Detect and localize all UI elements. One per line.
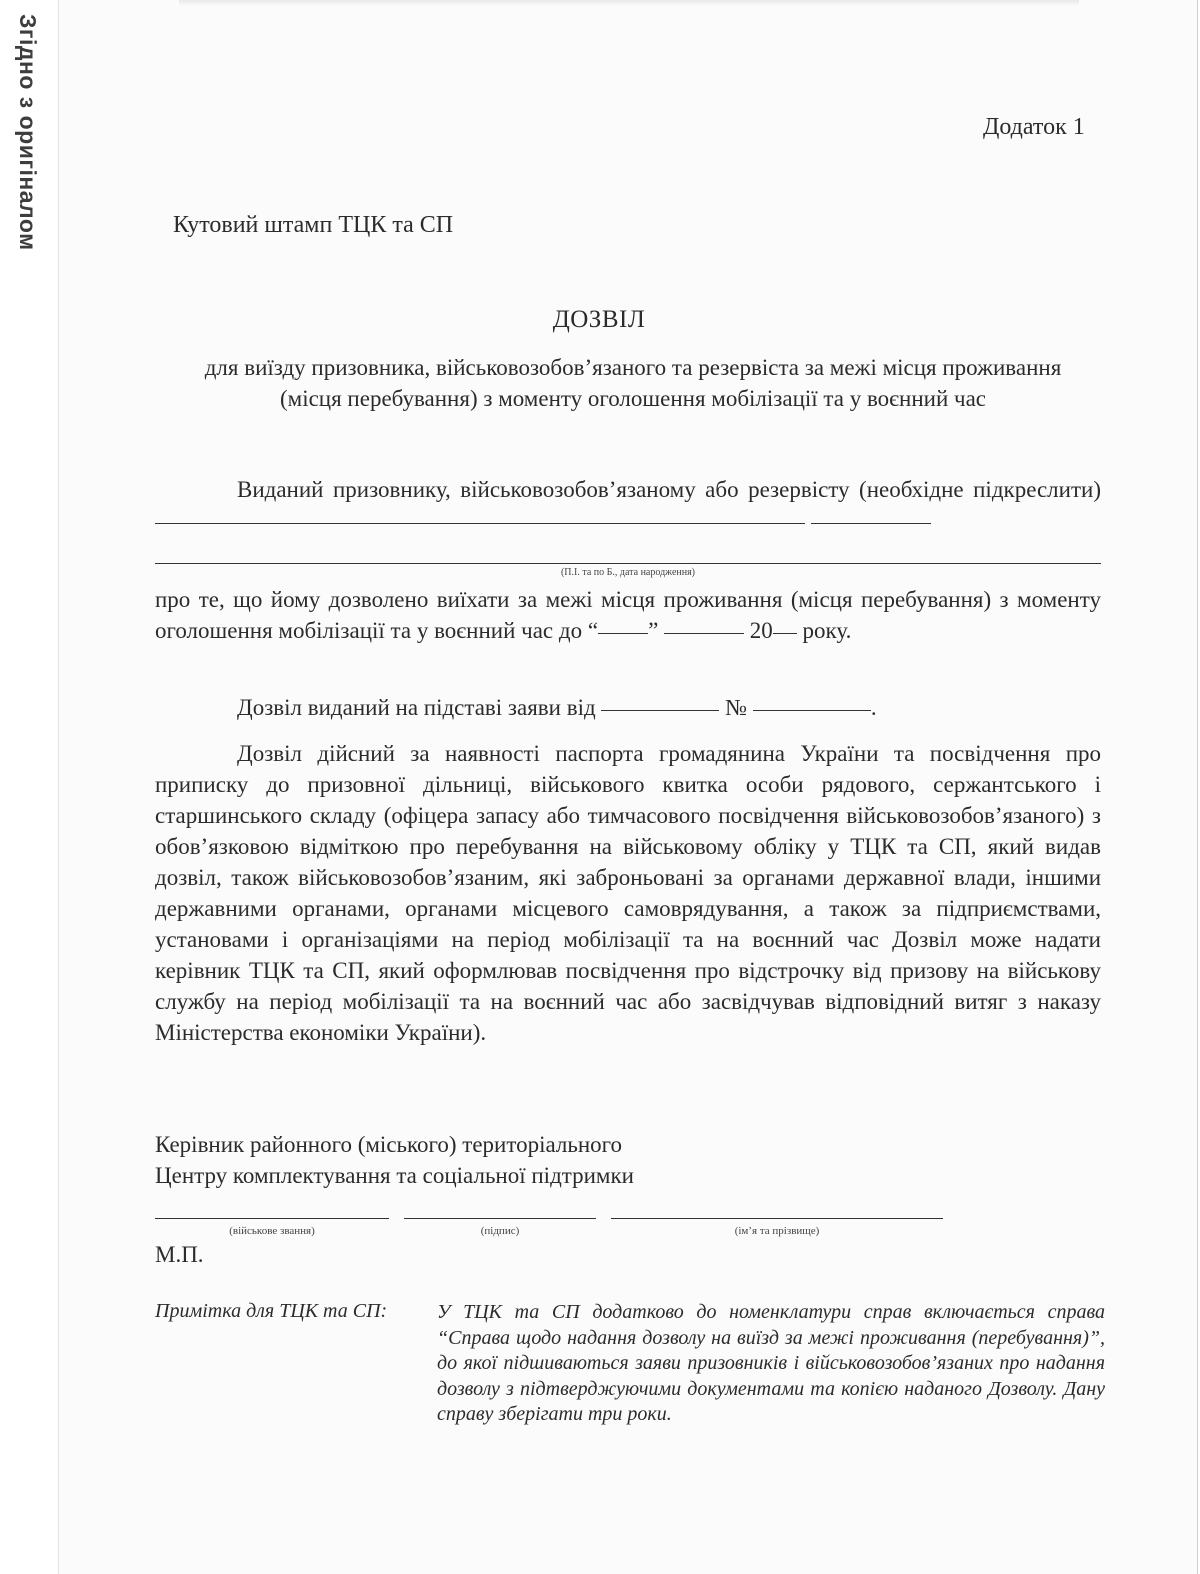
sign-caption: (підпис) <box>480 1225 520 1237</box>
name-blank-line <box>155 522 805 524</box>
note-text: У ТЦК та СП додатково до номенклатури справ включається справа “Справа щодо надання дозволу на виїзд за межі проживання (перебування)”, до якої підшиваються заяви призовників і військовозобов’язаних про надання дозволу з підтверджуючими документами та копією наданого Дозволу. Дану справу зберігати три роки. <box>437 1301 1105 1425</box>
rank-signature-line <box>155 1218 389 1219</box>
left-margin <box>0 0 58 1574</box>
name-blank-line-full <box>155 563 1101 564</box>
date-blank <box>601 709 719 711</box>
scan-edge <box>179 0 1079 6</box>
document-title: ДОЗВІЛ <box>552 306 646 333</box>
head-title-line-2: Центру комплектування та соціальної підтримки <box>155 1163 634 1188</box>
year-suffix: року. <box>802 618 852 643</box>
note-label: Примітка для ТЦК та СП: <box>155 1300 388 1322</box>
validity-paragraph: Дозвіл дійсний за наявності паспорта громадянина України та посвідчення про приписку до призовної дільниці, військового квитка особи рядового, сержантського і старшинського складу (офіцера запасу або тимчасового посвідчення військовозобов’язаного) з обов’язковою відміткою про перебування на військовому обліку у ТЦК та СП, який видав дозвіл, також військовозобов’язаним, які заброньовані за органами державної влади, іншими державними органами, органами місцевого самоврядування, а також за підприємствами, установами і організаціями на період мобілізації та на воєнний час Дозвіл може надати керівник ТЦК та СП, який оформлював посвідчення про відстрочку від призову на військову службу на період мобілізації та на воєнний час або засвідчував відповідний витяг з наказу Міністерства економіки України). <box>155 741 1101 1045</box>
document-page <box>58 0 1198 1574</box>
head-title-line-1: Керівник районного (міського) територіального <box>155 1132 623 1157</box>
basis-end: . <box>870 695 877 720</box>
basis-paragraph <box>155 692 1101 723</box>
name-caption: (П.І. та по Б., дата народження) <box>560 567 696 578</box>
until-prefix: до “ <box>558 618 599 643</box>
issued-to-text: Виданий призовнику, військовозобов’язаному або резервісту (необхідне підкреслити) <box>237 477 1101 502</box>
year-prefix: 20 <box>749 618 773 643</box>
document-subtitle: для виїзду призовника, військовозобов’язаного та резервіста за межі місця проживання (місця перебування) з моменту оголошення мобілізації та у воєнний час <box>204 355 1062 411</box>
issued-to-paragraph <box>155 474 1101 536</box>
annex-label: Додаток 1 <box>983 114 1085 140</box>
month-blank <box>664 632 744 634</box>
name-signature-line <box>611 1218 943 1219</box>
basis-text: Дозвіл виданий на підставі заяви від <box>237 695 596 720</box>
year-blank <box>773 632 797 634</box>
number-blank <box>753 709 871 711</box>
seal-place: М.П. <box>155 1242 204 1267</box>
certified-copy-stamp: Згідно з оригіналом <box>15 14 41 251</box>
number-sign: № <box>725 695 748 720</box>
until-mid: ” <box>648 618 659 643</box>
permission-text: про те, що йому дозволено виїхати за межі місця проживання (місця перебування) з моменту оголошення мобілізації та у воєнний час <box>155 587 1101 643</box>
sign-signature-line <box>404 1218 596 1219</box>
corner-stamp-label: Кутовий штамп ТЦК та СП <box>173 212 454 238</box>
name-blank-line-2 <box>811 522 931 524</box>
day-blank <box>598 632 648 634</box>
name-caption-signature: (ім’я та прізвище) <box>734 1225 820 1237</box>
rank-caption: (військове звання) <box>229 1225 315 1237</box>
permission-paragraph <box>155 584 1101 646</box>
